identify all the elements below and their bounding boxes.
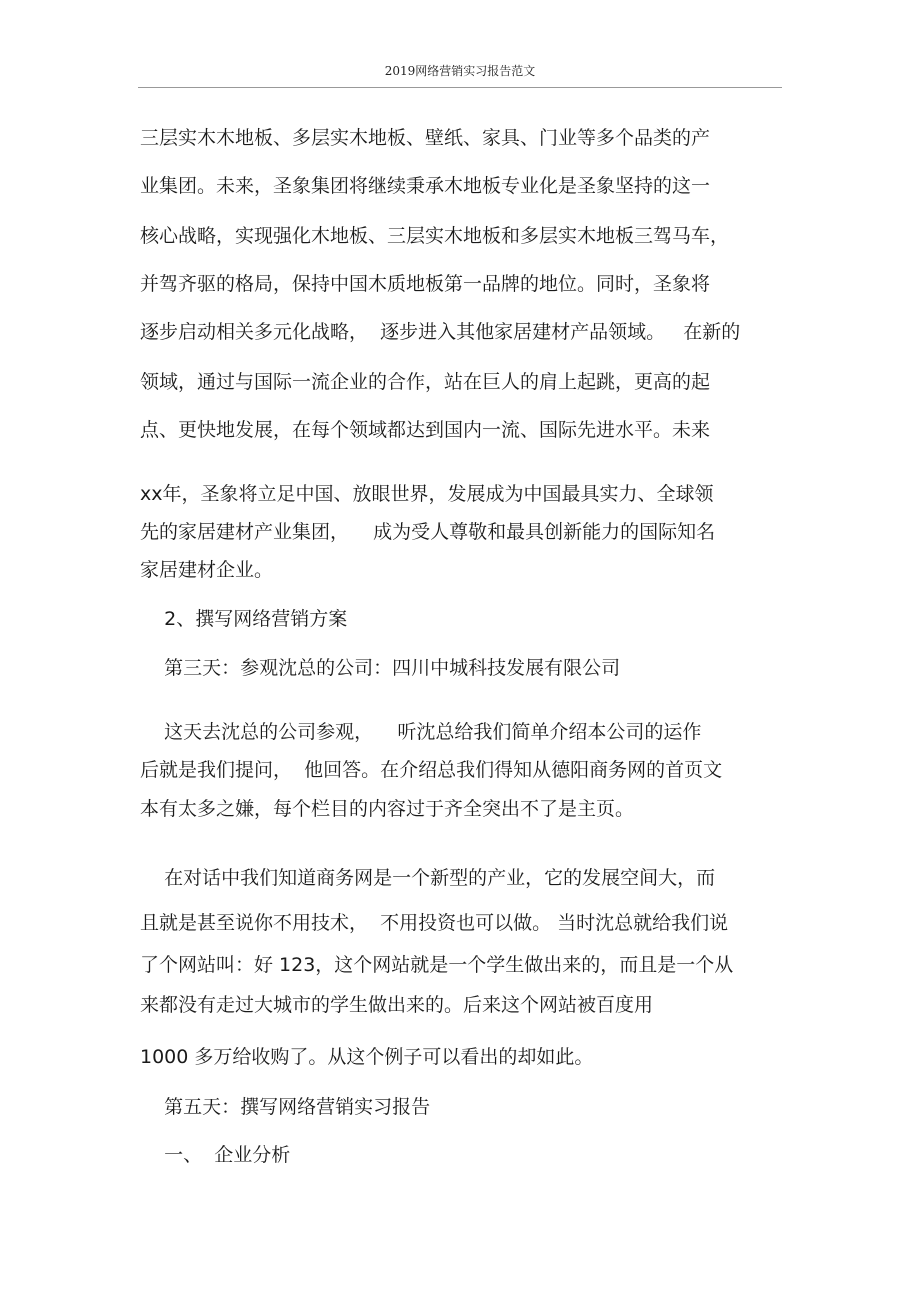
body-line: 这天去沈总的公司参观， 听沈总给我们简单介绍本公司的运作: [140, 721, 702, 743]
body-line: 领域，通过与国际一流企业的合作，站在巨人的肩上起跳，更高的起: [140, 371, 711, 393]
day-heading: 第五天：撰写网络营销实习报告: [140, 1096, 431, 1118]
body-line: 且就是甚至说你不用技术， 不用投资也可以做。 当时沈总就给我们说: [140, 912, 729, 934]
body-line: 后就是我们提问， 他回答。在介绍总我们得知从德阳商务网的首页文: [140, 759, 723, 781]
body-line: 业集团。未来，圣象集团将继续秉承木地板专业化是圣象坚持的这一: [140, 175, 711, 197]
body-line: 先的家居建材产业集团， 成为受人尊敬和最具创新能力的国际知名: [140, 521, 716, 543]
body-line: 并驾齐驱的格局，保持中国木质地板第一品牌的地位。同时，圣象将: [140, 273, 711, 295]
body-line: 本有太多之嫌，每个栏目的内容过于齐全突出不了是主页。: [140, 798, 635, 820]
header-divider: [138, 87, 782, 88]
body-line: 点、更快地发展，在每个领域都达到国内一流、国际先进水平。未来: [140, 419, 711, 441]
body-line: 了个网站叫：好 123，这个网站就是一个学生做出来的，而且是一个从: [140, 954, 734, 976]
body-line: 逐步启动相关多元化战略， 逐步进入其他家居建材产品领域。 在新的: [140, 321, 741, 343]
section-heading: 一、 企业分析: [140, 1144, 291, 1166]
body-line: 家居建材企业。: [140, 559, 274, 581]
body-line: 三层实木木地板、多层实木地板、壁纸、家具、门业等多个品类的产: [140, 127, 711, 149]
body-line: 1000 多万给收购了。从这个例子可以看出的却如此。: [140, 1046, 594, 1068]
body-line: 在对话中我们知道商务网是一个新型的产业，它的发展空间大，而: [140, 867, 716, 889]
section-heading: 2、撰写网络营销方案: [140, 608, 348, 630]
body-line: 来都没有走过大城市的学生做出来的。后来这个网站被百度用: [140, 994, 654, 1016]
body-line: 核心战略，实现强化木地板、三层实木地板和多层实木地板三驾马车，: [140, 225, 730, 247]
page-header-title: 2019网络营销实习报告范文: [384, 64, 536, 78]
day-heading: 第三天：参观沈总的公司：四川中城科技发展有限公司: [140, 657, 621, 679]
body-line: xx年，圣象将立足中国、放眼世界，发展成为中国最具实力、全球领: [140, 483, 714, 505]
